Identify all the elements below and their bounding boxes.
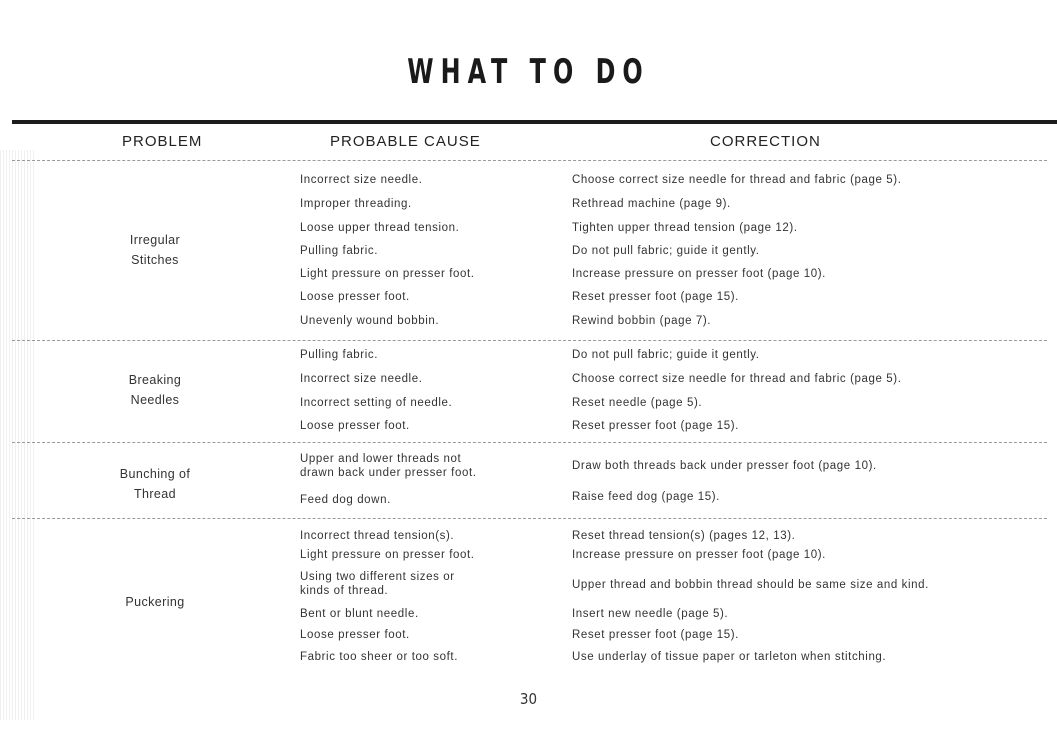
cause-line: drawn back under presser foot. <box>300 467 477 479</box>
correction-cell: Use underlay of tissue paper or tarleton when stitching. <box>572 651 887 663</box>
cause-cell: Pulling fabric. <box>300 349 379 361</box>
correction-cell: Reset presser foot (page 15). <box>572 420 739 432</box>
correction-cell: Upper thread and bobbin thread should be same size and kind. <box>572 579 929 591</box>
cause-cell <box>300 570 455 598</box>
header-probable-cause: PROBABLE CAUSE <box>330 133 481 150</box>
correction-cell: Draw both threads back under presser foot (page 10). <box>572 460 877 472</box>
page-title: WHAT TO DO <box>407 52 650 92</box>
correction-cell: Reset thread tension(s) (pages 12, 13). <box>572 530 796 542</box>
problem-irregular-stitches <box>95 230 215 270</box>
divider-group-1 <box>12 340 1047 341</box>
problem-line: Stitches <box>131 253 179 267</box>
cause-line: kinds of thread. <box>300 585 389 597</box>
divider-header <box>12 160 1047 161</box>
problem-bunching-of-thread <box>95 464 215 504</box>
cause-cell: Incorrect size needle. <box>300 373 423 385</box>
correction-cell: Choose correct size needle for thread and fabric (page 5). <box>572 373 902 385</box>
cause-cell: Incorrect setting of needle. <box>300 397 453 409</box>
problem-line: Bunching of <box>119 467 191 481</box>
problem-line: Breaking <box>128 373 182 387</box>
correction-cell: Choose correct size needle for thread and fabric (page 5). <box>572 174 902 186</box>
correction-cell: Increase pressure on presser foot (page 10). <box>572 268 826 280</box>
divider-group-3 <box>12 518 1047 519</box>
page-edge-shadow <box>0 150 34 720</box>
correction-cell: Reset presser foot (page 15). <box>572 629 739 641</box>
problem-line: Needles <box>130 393 180 407</box>
correction-cell: Do not pull fabric; guide it gently. <box>572 349 760 361</box>
correction-cell: Rewind bobbin (page 7). <box>572 315 712 327</box>
cause-cell: Loose presser foot. <box>300 629 410 641</box>
cause-cell <box>300 452 477 480</box>
cause-cell: Loose presser foot. <box>300 420 410 432</box>
problem-line: Puckering <box>125 595 185 609</box>
correction-cell: Increase pressure on presser foot (page 10). <box>572 549 826 561</box>
cause-cell: Bent or blunt needle. <box>300 608 419 620</box>
cause-cell: Loose upper thread tension. <box>300 222 460 234</box>
problem-breaking-needles <box>95 370 215 410</box>
cause-cell: Unevenly wound bobbin. <box>300 315 440 327</box>
cause-cell: Light pressure on presser foot. <box>300 268 475 280</box>
header-problem: PROBLEM <box>122 133 203 150</box>
cause-line: Upper and lower threads not <box>300 453 462 465</box>
correction-cell: Reset presser foot (page 15). <box>572 291 739 303</box>
correction-cell: Rethread machine (page 9). <box>572 198 731 210</box>
problem-line: Thread <box>133 487 176 501</box>
page-number: 30 <box>519 690 538 708</box>
cause-cell: Fabric too sheer or too soft. <box>300 651 459 663</box>
cause-cell: Improper threading. <box>300 198 412 210</box>
cause-cell: Pulling fabric. <box>300 245 379 257</box>
divider-group-2 <box>12 442 1047 443</box>
cause-line: Using two different sizes or <box>300 571 455 583</box>
problem-puckering <box>95 592 215 612</box>
cause-cell: Loose presser foot. <box>300 291 410 303</box>
correction-cell: Raise feed dog (page 15). <box>572 491 720 503</box>
cause-cell: Incorrect size needle. <box>300 174 423 186</box>
correction-cell: Tighten upper thread tension (page 12). <box>572 222 798 234</box>
cause-cell: Feed dog down. <box>300 494 391 506</box>
correction-cell: Do not pull fabric; guide it gently. <box>572 245 760 257</box>
cause-cell: Incorrect thread tension(s). <box>300 530 455 542</box>
header-correction: CORRECTION <box>710 133 821 150</box>
cause-cell: Light pressure on presser foot. <box>300 549 475 561</box>
title-rule <box>12 120 1057 124</box>
problem-line: Irregular <box>129 233 181 247</box>
correction-cell: Insert new needle (page 5). <box>572 608 729 620</box>
correction-cell: Reset needle (page 5). <box>572 397 703 409</box>
